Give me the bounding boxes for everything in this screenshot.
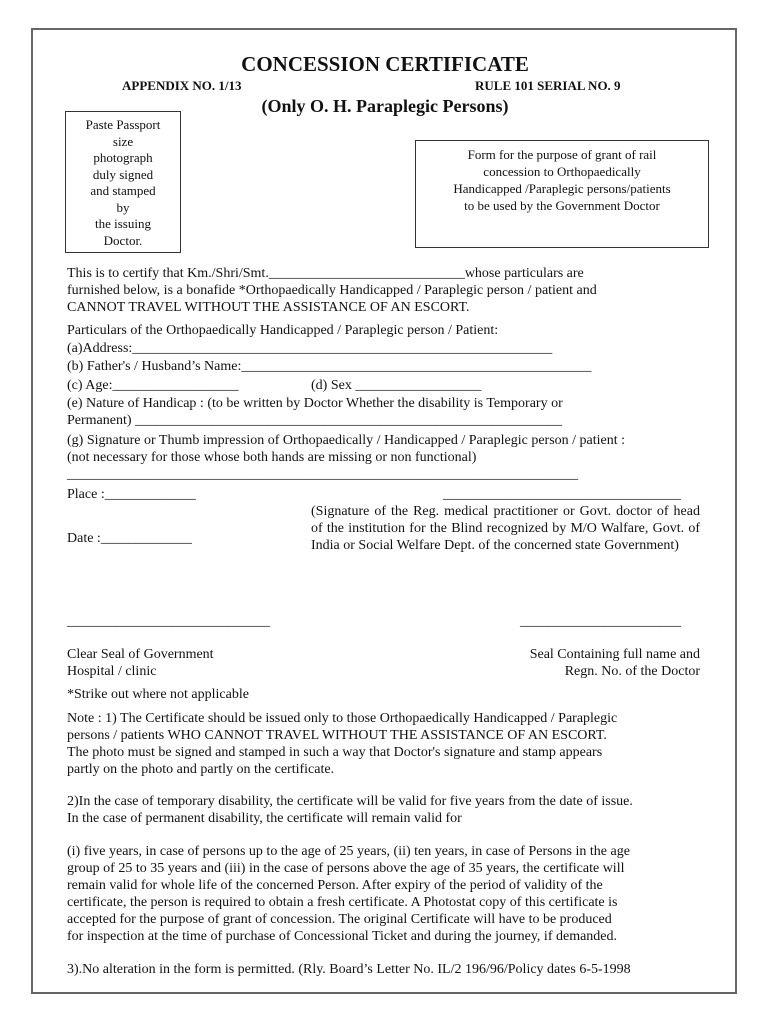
certify-line-2: furnished below, is a bonafide *Orthopaedically Handicapped / Paraplegic person / patient and <box>67 283 597 298</box>
note-2-line: 2)In the case of temporary disability, the certificate will be valid for five years from the date of issue. <box>67 794 633 809</box>
note-1-line: persons / patients WHO CANNOT TRAVEL WITHOUT THE ASSISTANCE OF AN ESCORT. <box>67 728 607 743</box>
note-validity-line: for inspection at the time of purchase of Concessional Ticket and during the journey, if demanded. <box>67 929 618 944</box>
place-field[interactable]: Place :_____________ <box>67 487 196 502</box>
particulars-heading: Particulars of the Orthopaedically Handicapped / Paraplegic person / Patient: <box>67 323 499 338</box>
date-field[interactable]: Date :_____________ <box>67 531 192 546</box>
hospital-seal-label-2: Hospital / clinic <box>67 664 157 679</box>
hospital-seal-label: Clear Seal of Government <box>67 647 214 662</box>
photo-box-line: and stamped <box>90 183 156 198</box>
photo-box-line: by <box>116 199 130 215</box>
note-validity-line: accepted for the purpose of grant of concession. The original Certificate will have to be produced <box>67 912 612 927</box>
note-2-line: In the case of permanent disability, the certificate will remain valid for <box>67 811 462 826</box>
photo-box <box>65 111 181 253</box>
strike-out-note: *Strike out where not applicable <box>67 687 249 702</box>
note-validity-line: remain valid for whole life of the concerned Person. After expiry of the period of validity of the <box>67 878 603 893</box>
note-1-line: Note : 1) The Certificate should be issued only to those Orthopaedically Handicapped / Paraplegic <box>67 711 618 726</box>
patient-signature-note: (not necessary for those whose both hands are missing or non functional) <box>67 450 477 465</box>
appendix-number: APPENDIX NO. 1/13 <box>122 78 242 93</box>
patient-signature-label: (g) Signature or Thumb impression of Orthopaedically / Handicapped / Paraplegic person / patient : <box>67 433 626 448</box>
hospital-seal-line: _____________________________ <box>67 614 270 629</box>
note-3-line: 3).No alteration in the form is permitted. (Rly. Board’s Letter No. IL/2 196/96/Policy dates 6-5-1998 <box>67 962 631 977</box>
doctor-signature-caption: (Signature of the Reg. medical practitioner or Govt. doctor of head of the institution for the Blind recognized by M/O Walfare, Govt. of India or Social Welfare Dept. of the concerned state Government) <box>311 504 700 553</box>
rule-serial-number: RULE 101 SERIAL NO. 9 <box>475 78 621 93</box>
form-purpose-line: concession to Orthopaedically <box>483 164 641 179</box>
doctor-seal-label: Seal Containing full name and <box>529 647 700 662</box>
form-purpose-line: to be used by the Government Doctor <box>464 198 660 213</box>
note-validity-line: group of 25 to 35 years and (iii) in the case of persons above the age of 35 years, the certificate will <box>67 861 625 876</box>
note-validity-line: (i) five years, in case of persons up to the age of 25 years, (ii) ten years, in case of Persons in the age <box>67 844 630 859</box>
photo-box-line: the issuing <box>95 216 151 231</box>
doctor-signature-line[interactable]: __________________________________ <box>443 487 681 502</box>
doctor-seal-line: _______________________ <box>520 614 681 629</box>
note-1-line: The photo must be signed and stamped in such a way that Doctor's signature and stamp appears <box>67 745 603 760</box>
photo-box-line: Doctor. <box>103 232 143 248</box>
sex-field[interactable]: (d) Sex __________________ <box>311 378 482 393</box>
age-field[interactable]: (c) Age:__________________ <box>67 378 239 393</box>
certify-line-1: This is to certify that Km./Shri/Smt.____________________________whose particulars are <box>67 266 584 281</box>
address-field[interactable]: (a)Address:____________________________________________________________ <box>67 341 553 356</box>
note-1-line: partly on the photo and partly on the certificate. <box>67 762 335 777</box>
photo-box-line: duly signed <box>92 166 154 182</box>
form-purpose-line: Handicapped /Paraplegic persons/patients <box>453 181 671 196</box>
certify-line-3: CANNOT TRAVEL WITHOUT THE ASSISTANCE OF AN ESCORT. <box>67 300 470 315</box>
document-subtitle: (Only O. H. Paraplegic Persons) <box>261 96 509 116</box>
doctor-seal-label-2: Regn. No. of the Doctor <box>564 664 700 679</box>
handicap-nature-field[interactable]: Permanent) _____________________________________________________________ <box>67 413 563 428</box>
father-husband-name-field[interactable]: (b) Father's / Husband’s Name:__________________________________________________ <box>67 359 592 374</box>
form-purpose-box <box>415 140 709 248</box>
document-title: CONCESSION CERTIFICATE <box>241 52 529 76</box>
photo-box-line: size <box>112 133 134 149</box>
handicap-nature-label: (e) Nature of Handicap : (to be written by Doctor Whether the disability is Temporary or <box>67 396 563 411</box>
photo-box-line: Paste Passport <box>85 117 161 132</box>
patient-signature-field[interactable]: _________________________________________________________________________ <box>67 467 578 482</box>
form-purpose-line: Form for the purpose of grant of rail <box>467 147 657 162</box>
photo-box-line: photograph <box>93 150 153 165</box>
note-validity-line: certificate, the person is required to obtain a fresh certificate. A Photostat copy of this certificate is <box>67 895 618 910</box>
